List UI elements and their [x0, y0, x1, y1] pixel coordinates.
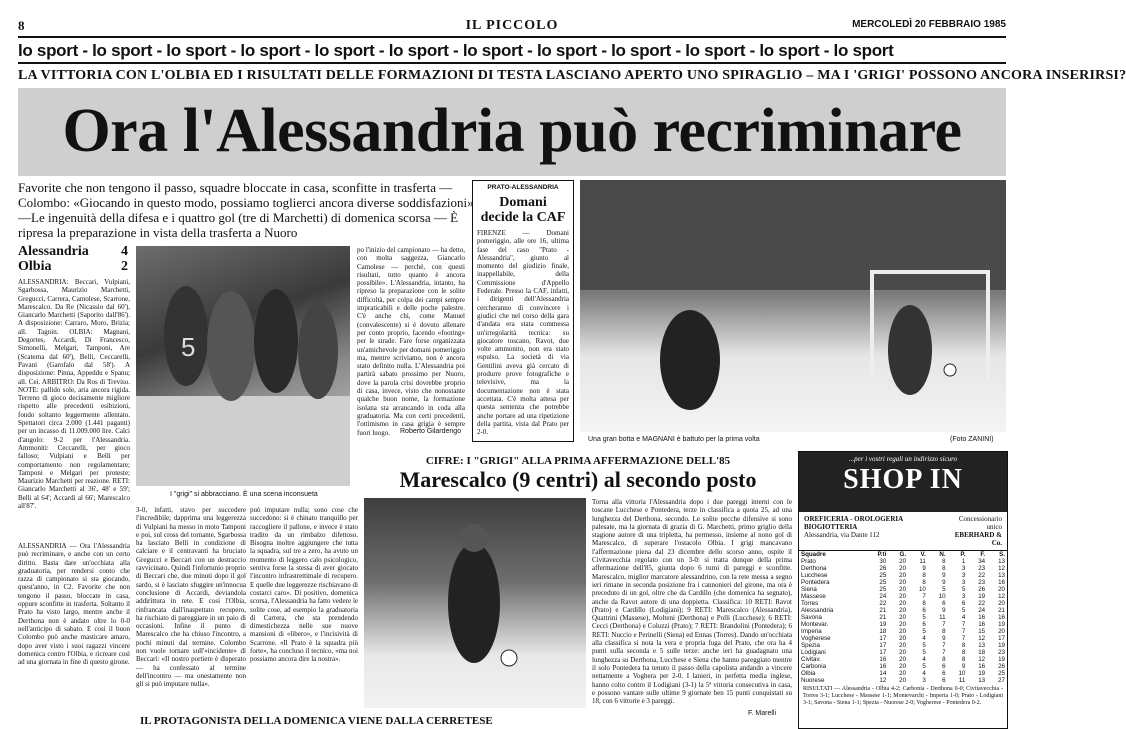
scoreline	[18, 244, 128, 274]
standings-cell: 20	[899, 558, 907, 565]
table-row	[799, 642, 1007, 649]
standings-cell: 16	[998, 579, 1005, 586]
standings-cell: 20	[899, 621, 907, 628]
svg-text:5: 5	[181, 332, 196, 362]
standings-cell: Spezia	[801, 642, 820, 649]
author-gilardengo: Roberto Gilardengo	[400, 428, 462, 435]
shop-ad-brand: EBERHARD & Co.	[954, 531, 1002, 547]
standings-cell: 6	[961, 600, 966, 607]
standings-cell: Carbonia	[801, 663, 827, 670]
standings-cell: Siena	[801, 586, 817, 593]
goals1: 4	[121, 244, 128, 259]
shop-banner	[799, 452, 1007, 512]
standings-header-cell: S.	[999, 551, 1005, 558]
standings-cell: 7	[942, 621, 946, 628]
standings-cell: 5	[922, 649, 926, 656]
standings-cell: Lodigiani	[801, 649, 826, 656]
standings-cell: 25	[879, 572, 887, 579]
standings-cell: Alessandria	[801, 607, 834, 614]
table-row	[799, 663, 1007, 670]
shop-title: SHOP IN	[843, 464, 963, 495]
table-row	[799, 558, 1007, 565]
standings-cell: 20	[899, 565, 907, 572]
standings-cell: 3	[961, 565, 966, 572]
issue-date: MERCOLEDÌ 20 FEBBRAIO 1985	[852, 19, 1006, 30]
standings-cell: 23	[998, 649, 1005, 656]
photo-players-celebrating	[136, 246, 350, 486]
standings-cell: 17	[879, 649, 887, 656]
standings-cell: Pontedera	[801, 579, 830, 586]
standings-cell: 20	[998, 586, 1005, 593]
standings-cell: 12	[998, 593, 1005, 600]
standings-cell: 18	[978, 649, 986, 656]
standings-cell: 5	[922, 663, 926, 670]
table-row	[799, 670, 1007, 677]
players-silhouette-icon	[136, 246, 350, 486]
standings-cell: 7	[942, 649, 946, 656]
standings-cell: 25	[998, 670, 1005, 677]
standings-cell: 26	[879, 565, 887, 572]
standings-cell: 11	[958, 677, 966, 684]
standings-cell: 20	[899, 635, 907, 642]
goals2: 2	[121, 259, 128, 274]
kicker: LA VITTORIA CON L'OLBIA ED I RISULTATI DELLE FORMAZIONI DI TESTA LASCIANO APERTO UNO SPIRAGLIO – MA I 'GRIGI' POSSONO ANCORA INSERIRSI?	[18, 68, 1126, 83]
team2: Olbia	[18, 259, 52, 274]
standings-cell: 5	[922, 628, 926, 635]
standings-cell: 7	[961, 635, 966, 642]
standings-cell: 21	[879, 607, 887, 614]
article-column-4: può imputare nulla; sono cose che succedono: si è chinato tranquillo per raccogliere il pallone, e invece è stato tradito da un rimbalzo difettoso. Bisogna inoltre aggiungere che tutta la squadra, sul tre a zero, ha avuto un momento di leggero calo psicologico, sentiva forse la stessa di aver giocato l'incontro infrastrettimale di recupero. E quelle due leggerezze rischiavano di costarci caro». Di positivo, domenica scorsa, l'Alessandria ha fatto vedere le solite cose, ad esempio la graduatoria di Carrera, che sta prendendo dimestichezza nelle sue nuove mansioni di «libero», e l'incisività di Scarrone. «Il Prato è la squadra più forte», ha concluso il tecnico, «ma noi possiamo ancora dire la nostra».	[250, 506, 358, 664]
standings-cell: 6	[922, 607, 926, 614]
standings-cell: 13	[998, 572, 1005, 579]
photo-stadium-goal	[580, 180, 1006, 432]
standings-cell: 9	[942, 607, 946, 614]
headline-box	[18, 88, 1006, 176]
section-band: lo sport - lo sport - lo sport - lo sport - lo sport - lo sport - lo sport - lo sport - lo sport - lo sport - lo sport - lo sport	[18, 40, 1006, 64]
table-row	[799, 614, 1007, 621]
standings-cell: 9	[942, 572, 946, 579]
standings-cell: Nuorese	[801, 677, 825, 684]
standings-cell: 16	[998, 614, 1005, 621]
standings-cell: 17	[879, 642, 887, 649]
standings-cell: 13	[978, 677, 986, 684]
standings-cell: 20	[899, 642, 907, 649]
standings-cell: 19	[978, 670, 986, 677]
caf-box	[472, 180, 574, 442]
standings-cell: 15	[978, 628, 986, 635]
standings-header	[799, 551, 1007, 558]
standings-cell: 34	[978, 558, 986, 565]
standings-cell: 20	[899, 593, 907, 600]
standings-cell: 12	[998, 565, 1005, 572]
standings-cell: 20	[899, 670, 907, 677]
standings-cell: 21	[879, 614, 887, 621]
standings-cell: 24	[978, 607, 986, 614]
standings-cell: 5	[922, 614, 926, 621]
standings-cell: 7	[961, 621, 966, 628]
standings-cell: 11	[939, 614, 946, 621]
standings-cell: 3	[961, 579, 966, 586]
standings-cell: 4	[961, 614, 966, 621]
standings-cell: 17	[998, 635, 1005, 642]
standings-cell: Prato	[801, 558, 816, 565]
table-row	[799, 579, 1007, 586]
standings-cell: 22	[879, 600, 887, 607]
standings-cell: Olbia	[801, 670, 816, 677]
middle-kicker: CIFRE: I "GRIGI" ALLA PRIMA AFFERMAZIONE DELL'85	[425, 455, 731, 467]
photo2-credit: (Foto ZANINI)	[950, 436, 994, 443]
standings-cell: 5	[961, 586, 966, 593]
standings-cell: 11	[919, 558, 926, 565]
standings-cell: 3	[961, 593, 966, 600]
standings-cell: Imperia	[801, 628, 822, 635]
standings-cell: 16	[879, 663, 887, 670]
standings-cell: 10	[938, 593, 946, 600]
table-row	[799, 600, 1007, 607]
standings-header-cell: F.	[980, 551, 986, 558]
shop-ad-right: Concessionario unico	[958, 515, 1002, 531]
standings-cell: 8	[922, 579, 926, 586]
standings-cell: Lucchese	[801, 572, 828, 579]
standings-cell: 16	[879, 656, 887, 663]
caf-title: Domani decide la CAF	[480, 195, 566, 225]
standings-cell: 7	[922, 593, 926, 600]
standings-header-cell: G.	[899, 551, 907, 558]
standings-cell: 3	[922, 677, 926, 684]
standings-cell: 23	[978, 579, 986, 586]
standings-cell: 19	[978, 593, 986, 600]
standings-cell: 19	[998, 621, 1005, 628]
standings-cell: 8	[961, 649, 966, 656]
standings-cell: 10	[958, 670, 966, 677]
standings-cell: 6	[942, 677, 946, 684]
masthead	[18, 18, 1006, 38]
table-row	[799, 607, 1007, 614]
player-running-icon	[364, 498, 586, 708]
table-row	[799, 635, 1007, 642]
page-number: 8	[18, 18, 25, 33]
standings-cell: Massese	[801, 593, 826, 600]
standings-cell: Vogherese	[801, 635, 831, 642]
standings-cell: 20	[899, 572, 907, 579]
standings-cell: 13	[978, 642, 986, 649]
table-row	[799, 677, 1007, 684]
standings-cell: 5	[922, 642, 926, 649]
table-row	[799, 621, 1007, 628]
standings-cell: 4	[922, 670, 926, 677]
standings-cell: Savona	[801, 614, 822, 621]
standings-cell: 21	[998, 607, 1005, 614]
standings-cell: 9	[961, 663, 966, 670]
standings-cell: 24	[879, 593, 887, 600]
standings-cell: 25	[879, 579, 887, 586]
standings-cell: 20	[899, 614, 907, 621]
article-column-3: 3-0, infatti, stavo per succedere l'incredibile; dapprima una leggerezza di Vulpiani ha messo in moto Tamponi e poi, sul cross del tornante, Sgarbossa ha lasciato Belli in condizione di calciare e il centravanti ha bruciato Gregucci e Beccari con un destraccio ravvicinato. Quindi l'infortunio proprio di Beccari che, due minuti dopo il gol sardo, si è lasciato sfuggire un'innocua conclusione di Accardi, deviandola addirittura in rete. E così l'Olbia, rinfrancata dall'inaspettato recupero, ha rischiato di pareggiare in un paio di occasioni. Infine il punto di Marescalco che ha chiuso l'incontro, a pochi minuti dal termine. Colombo non vuole tornare sull'«incidente» di Beccari: «Il nostro portiere è disperato — ha confessato al termine dell'incontro — ma onestamente non gli si può imputare nulla».	[136, 506, 246, 689]
standings-cell: 12	[879, 677, 887, 684]
table-row	[799, 565, 1007, 572]
stadium-scene-icon	[580, 180, 1006, 432]
standings-cell: 20	[899, 663, 907, 670]
standings-cell: 12	[978, 656, 986, 663]
standings-header-cell: P.ti	[877, 551, 887, 558]
bottom-headline: IL PROTAGONISTA DELLA DOMENICA VIENE DALLA CERRETESE	[140, 715, 493, 727]
standings-cell: 7	[961, 628, 966, 635]
standings-header-cell: N.	[939, 551, 946, 558]
standings-cell: 19	[998, 642, 1005, 649]
author-marelli: F. Marelli	[748, 710, 777, 717]
standings-cell: Civitav.	[801, 656, 821, 663]
shop-tagline: ...per i vostri regali un indirizzo sicuro	[848, 455, 958, 463]
standings-cell: 6	[942, 670, 946, 677]
standings-header-cell: P.	[960, 551, 966, 558]
middle-headline: Marescalco (9 centri) al secondo posto	[399, 467, 757, 492]
standings-cell: 23	[978, 565, 986, 572]
standings-cell: 20	[998, 628, 1005, 635]
table-row	[799, 593, 1007, 600]
standings-header-cell: Squadre	[801, 551, 826, 558]
standings-cell: 7	[942, 642, 946, 649]
standings-cell: 20	[899, 586, 907, 593]
standings-cell: 22	[978, 600, 986, 607]
standings-cell: 19	[998, 656, 1005, 663]
standings-cell: 20	[899, 656, 907, 663]
standings-cell: 6	[942, 600, 946, 607]
shop-ad	[799, 512, 1007, 551]
main-headline: Ora l'Alessandria può recriminare	[62, 97, 962, 165]
standings-cell: Montevar.	[801, 621, 829, 628]
standings-cell: 6	[922, 621, 926, 628]
middle-headline-block	[368, 455, 788, 493]
standings-cell: 20	[899, 628, 907, 635]
photo2-caption: Una gran botta e MAGNANI è battuto per la prima volta	[588, 436, 760, 443]
table-row	[799, 656, 1007, 663]
standings-cell: 1	[961, 558, 966, 565]
standings-cell: 3	[961, 572, 966, 579]
standings-cell: 27	[998, 677, 1005, 684]
table-row	[799, 628, 1007, 635]
article-column-5: Torna alla vittoria l'Alessandria dopo i due pareggi interni con le toscane Lucchese e Pontedera, terze in classifica a quota 25, ad una lunghezza del Derthona, secondo. Le solite pecche difensive si sono palesate, ma la giornata di grazia di G. Marchetti, primo griglio della stagione autore di una tripletta, ha permesso, insieme al nono gol di Marescalco, di superare l'ostacolo Olbia. I grigi mancavano l'affermazione piena dal 23 dicembre dello scorso anno, ospite il Civitavecchia regolato con un 3-0: si tratta dunque della prima affermazione dell'85, giunta dopo 6 turni di pareggi e sconfitte. Marescalco, miglior marcatore alessandrino, con la rete messa a segno ieri rimane in seconda posizione fra i cannonieri del girone, ma ora è preceduto di un gol, oltre che da Cardillo (che domenica ha segnato), anche da Ravot autore di una doppietta. Classifica: 10 RETI: Ravot (Prato) e Cardillo (Lodigiani); 9 RETI: Marescalco (Alessandria), Quattrini (Massese), Molteni (Derthona) e Polli (Lucchese); 6 RETI: Cecci (Derthona) e Coluzzi (Prato); 7 RETI: Brandolini (Pontedera); 6 RETI: Nuccio e Perinelli (Siena) ed Ennas (Torres). Dando un'occhiata alla classifica si nota la vera e propria fuga del Prato, che ora ha 4 punti sulla seconda e 5 sulle terze: anche ieri ha guadagnato una lunghezza su Derthona, Lucchese e Siena che hanno pareggiato mentre il solo Pontedera ha tenuto il passo della capolista andando a vincere nettamente a Voghera per 2-0. I lanieri, in perfetta media inglese, hanno colto contro il Lodigiani (3-1) la 5ª vittoria consecutiva in casa, e possono vantare sulle ultime 9 giornate ben 15 punti conquistati su 18, con 6 vittorie e 3 pareggi.	[592, 498, 792, 706]
standings-cell: 20	[998, 600, 1005, 607]
standings-cell: 22	[978, 572, 986, 579]
standings-cell: 4	[922, 656, 926, 663]
standings-cell: 17	[879, 635, 887, 642]
standings-cell: 8	[961, 656, 966, 663]
standings-cell: 12	[978, 635, 986, 642]
shop-ad-line2: Alessandria, via Dante 112	[804, 531, 880, 539]
standings-cell: 19	[879, 621, 887, 628]
photo-marescalco	[364, 498, 586, 708]
team1: Alessandria	[18, 244, 89, 259]
standings-cell: 16	[978, 663, 986, 670]
standings-cell: 16	[978, 614, 986, 621]
standings-cell: 9	[922, 565, 926, 572]
article-column-1: ALESSANDRIA — Ora l'Alessandria può recriminare, e anche con un certo diritto. Basta dare un'occhiata alla graduatoria, per rendersi conto che razza di campionato si sta giocando, quest'anno, in C2. Favorite che non tengono il passo, bloccate in casa, oppure sconfitte in trasferta. Soltanto il Prato ha visto largo, mentre anche il Derthona non è andato oltre lo 0-0 nell'anticipo di sabato. E così il buon Colombo può anche masticare amaro, dopo aver visto i suoi ragazzi vincere domenica contro l'Olbia, e ricreare così ad una giornata in fine di questo girone.	[18, 542, 130, 667]
standings-cell: 20	[899, 607, 907, 614]
standings-cell: 9	[942, 579, 946, 586]
standings-cell: 20	[899, 677, 907, 684]
photo1-caption: I "grigi" si abbracciano. È una scena inconsueta	[170, 491, 318, 498]
standings-cell: 4	[922, 635, 926, 642]
standings-cell: 8	[922, 600, 926, 607]
standings-cell: 8	[942, 558, 946, 565]
caf-body: FIRENZE — Domani pomeriggio, alle ore 16, ultima fase del caso "Prato - Alessandria", giunto al momento del giudizio finale, inappellabile, della Commissione d'Appello Federale. Presso la CAF, infatti, i dirigenti dell'Alessandria cercheranno di convincere i giudici che nel corso della gara d'andata era stata commessa un'irregolarità tecnica: su giocatore toscano, Ravot, due volte ammonito, non era stato espulso. La società di via Gentilini aveva già cercato di produrre prove fotografiche e televisive, ma la documentazione non è stata accettata. C'è molta attesa per questa sentenza che potrebbe anche portare ad una ripetizione della partita, vista dal Prato per 2-0.	[477, 229, 569, 437]
standings-cell: 26	[978, 586, 986, 593]
table-row	[799, 649, 1007, 656]
standings-cell: 8	[942, 565, 946, 572]
standings-cell: 14	[879, 670, 887, 677]
standings-cell: Torres	[801, 600, 819, 607]
standings-cell: 20	[899, 649, 907, 656]
standings-cell: 13	[998, 558, 1005, 565]
standings-table	[799, 551, 1007, 684]
newspaper-title: IL PICCOLO	[465, 18, 559, 33]
standings-cell: 8	[942, 628, 946, 635]
standings-cell: 10	[918, 586, 926, 593]
article-column-2: po l'inizio del campionato — ha detto, con molta saggezza, Giancarlo Camolese — perché, con questi risultati, tutto quanto è ancora possibile». L'Alessandria, intanto, ha ripreso la preparazione con le solite difficoltà, per colpa dei campi sempre impraticabili e delle poche palestre. C'è anche chi, come Manuel (convalescente) si è dovuto allenare per conto proprio, facendo «footing» per le strade. Fare forse organizzata un'amichevole per domani pomeriggio ma, mentre scriviamo, non è ancora stato definito nulla. L'Alessandria poi partirà sabato prossimo per Nuoro, dove la parola crisi dovrebbe proprio di casa, invece, visto che nonostante qualche buon nome, la formazione isolana sta arrancando in coda alla graduatoria. Ma con certi precedenti, l'ottimismo in casa grigia è sempre fuori luogo.	[357, 246, 465, 437]
standings-cell: 5	[942, 586, 946, 593]
standings-cell: 30	[879, 558, 887, 565]
standings-cell: 5	[961, 607, 966, 614]
results-text: RISULTATI — Alessandria - Olbia 4-2; Carbonia - Derthona 0-0; Civitavecchia - Torres 3-1; Lucchese - Massese 1-1; Montevarchi - Imperia 1-0; Prato - Lodigiani 3-1; Savona - Siena 1-1; Spezia - Nuorese 2-0; Vogherese - Pontedera 0-2.	[803, 686, 1003, 706]
table-row	[799, 572, 1007, 579]
standings-cell: 16	[978, 621, 986, 628]
standings-cell: 9	[942, 635, 946, 642]
standings-cell: 20	[899, 600, 907, 607]
subhead: Favorite che non tengono il passo, squadre bloccate in casa, sconfitte in trasferta — Colombo: «Giocando in questo modo, possiamo toglierci ancora diverse soddisfazioni» —Le ingenuità della difesa e i quattro gol (tre di Marchetti) di domenica scorsa — È ripresa la preparazione in vista della trasferta a Nuoro	[18, 180, 474, 240]
table-row	[799, 586, 1007, 593]
standings-cell: Derthona	[801, 565, 827, 572]
tabellino: ALESSANDRIA: Beccari, Vulpiani, Sgarbossa, Maurizio Marchetti, Gregucci, Carrera, Camolese, Scarrone, Marescalco. Da Re (Nicassio dal 60'), Giancarlo Marchetti (Saporito dall'86'). A disposizione: Carraro, Moro, Brizia; all. Tagnin. OLBIA: Magnani, Degortes, Accardi, Di Francesco, Simonelli, Melgari, Tamponi, Are (Scaterna dal 60'), Belli, Ceccarelli, Pavani (Garofalo dal 58'). A disposizione: Pinna, Appeddu e Spanu; all. Cei. ARBITRO: Da Ros di Treviso. NOTE: pallido sole, aria ancora rigida. Terreno di gioco decisamente migliore rispetto alle precedenti esibizioni, fondo soltanto leggermente allentato. Spettatori circa 2.000 (1.441 paganti) per un incasso di 11.009.000 lire. Calci d'angolo: 9-2 per l'Alessandria. Ammoniti: Ceccarelli, per gioco falloso; Vulpiani e Belli per comportamento non regolamentare; Tamponi e Melgari per proteste; Maurizio Marchetti per reazione. RETI: Giancarlo Marchetti al 36', 48' e 59'; Belli al 64'; Accardi al 66'; Marescalco all'87'.	[18, 278, 130, 511]
standings-cell: 18	[879, 628, 887, 635]
shop-ad-line1: OREFICERIA - OROLOGERIA BIOGIOTTERIA	[804, 515, 903, 531]
standings-cell: 26	[998, 663, 1005, 670]
caf-kicker: PRATO-ALESSANDRIA	[487, 184, 559, 191]
standings-cell: 20	[899, 579, 907, 586]
standings-cell: 25	[879, 586, 887, 593]
shop-in-box	[798, 451, 1008, 729]
standings-cell: 6	[942, 663, 946, 670]
standings-cell: 8	[942, 656, 946, 663]
standings-cell: 8	[922, 572, 926, 579]
standings-header-cell: V.	[920, 551, 926, 558]
standings-cell: 8	[961, 642, 966, 649]
